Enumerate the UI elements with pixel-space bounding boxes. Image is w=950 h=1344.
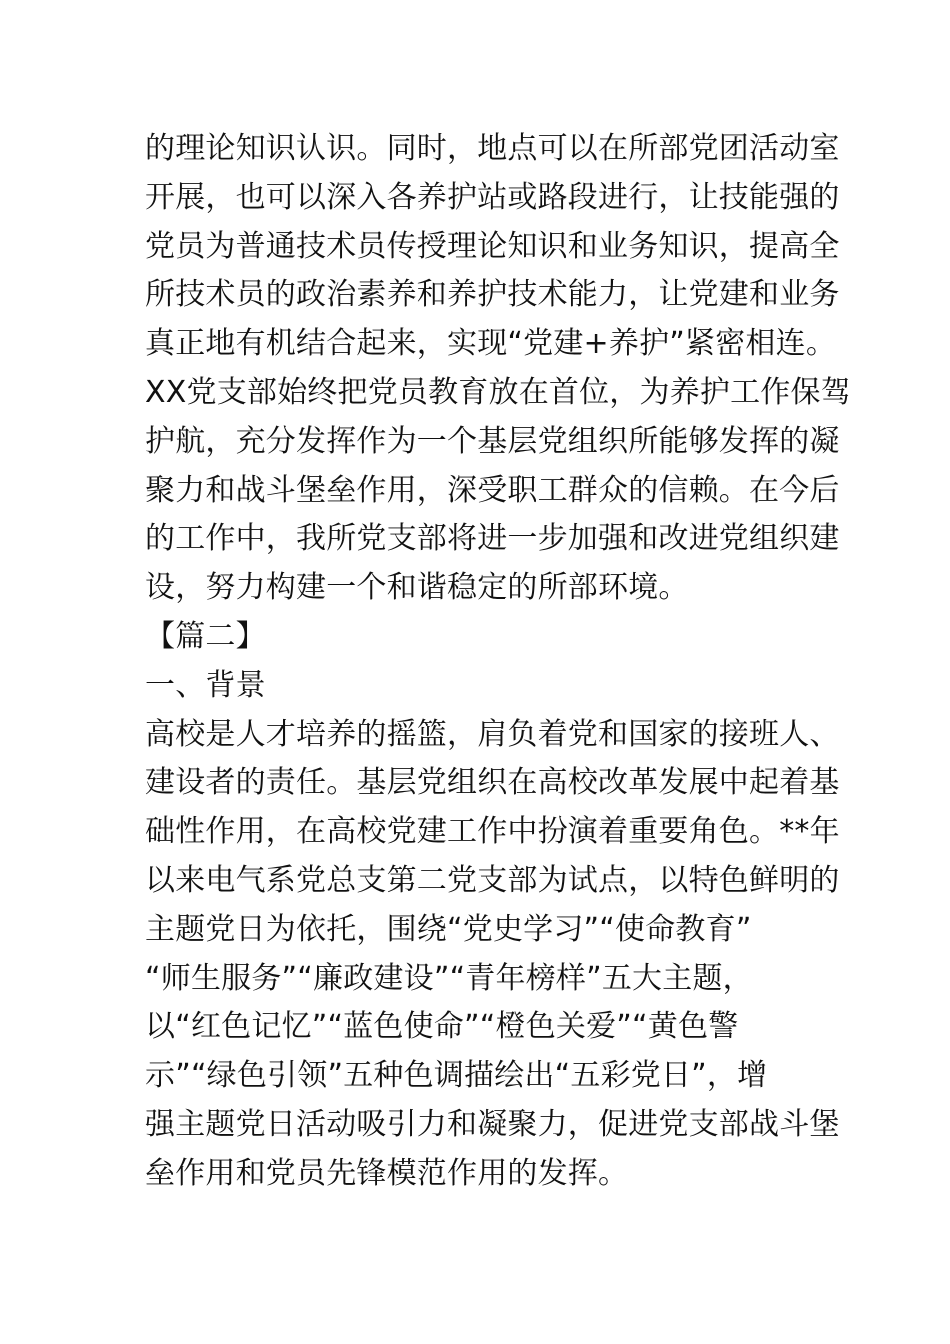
text-line: 的理论知识认识。同时，地点可以在所部党团活动室 [145, 131, 840, 166]
text-line: 主题党日为依托，围绕“党史学习”“使命教育” [145, 911, 752, 947]
body-text [145, 125, 851, 1199]
text-line: 高校是人才培养的摇篮，肩负着党和国家的接班人、 [145, 716, 840, 752]
text-line: 聚力和战斗堡垒作用，深受职工群众的信赖。在今后 [145, 472, 840, 508]
text-line: 党员为普通技术员传授理论知识和业务知识，提高全 [145, 228, 840, 264]
text-line: 的工作中，我所党支部将进一步加强和改进党组织建 [145, 521, 840, 557]
subsection-heading: 一、背景 [145, 667, 266, 703]
text-line: 设，努力构建一个和谐稳定的所部环境。 [145, 570, 689, 606]
text-line: 护航，充分发挥作为一个基层党组织所能够发挥的凝 [145, 423, 840, 459]
section-heading: 【篇二】 [145, 618, 266, 654]
text-line: 以来电气系党总支第二党支部为试点，以特色鲜明的 [145, 862, 840, 898]
text-line: 础性作用，在高校党建工作中扮演着重要角色。**年 [145, 814, 840, 850]
text-line: XX党支部始终把党员教育放在首位，为养护工作保驾 [145, 374, 851, 410]
text-line: 真正地有机结合起来，实现“党建+养护”紧密相连。 [145, 326, 837, 362]
text-line: 垒作用和党员先锋模范作用的发挥。 [145, 1155, 629, 1191]
text-line: “师生服务”“廉政建设”“青年榜样”五大主题， [145, 960, 753, 996]
text-line: 示”“绿色引领”五种色调描绘出“五彩党日”，增 [145, 1058, 768, 1094]
text-line: 以“红色记忆”“蓝色使命”“橙色关爱”“黄色警 [145, 1009, 739, 1045]
text-line: 强主题党日活动吸引力和凝聚力，促进党支部战斗堡 [145, 1106, 840, 1142]
text-line: 建设者的责任。基层党组织在高校改革发展中起着基 [145, 765, 840, 801]
text-line: 开展，也可以深入各养护站或路段进行，让技能强的 [145, 179, 840, 215]
text-line: 所技术员的政治素养和养护技术能力，让党建和业务 [145, 277, 840, 313]
